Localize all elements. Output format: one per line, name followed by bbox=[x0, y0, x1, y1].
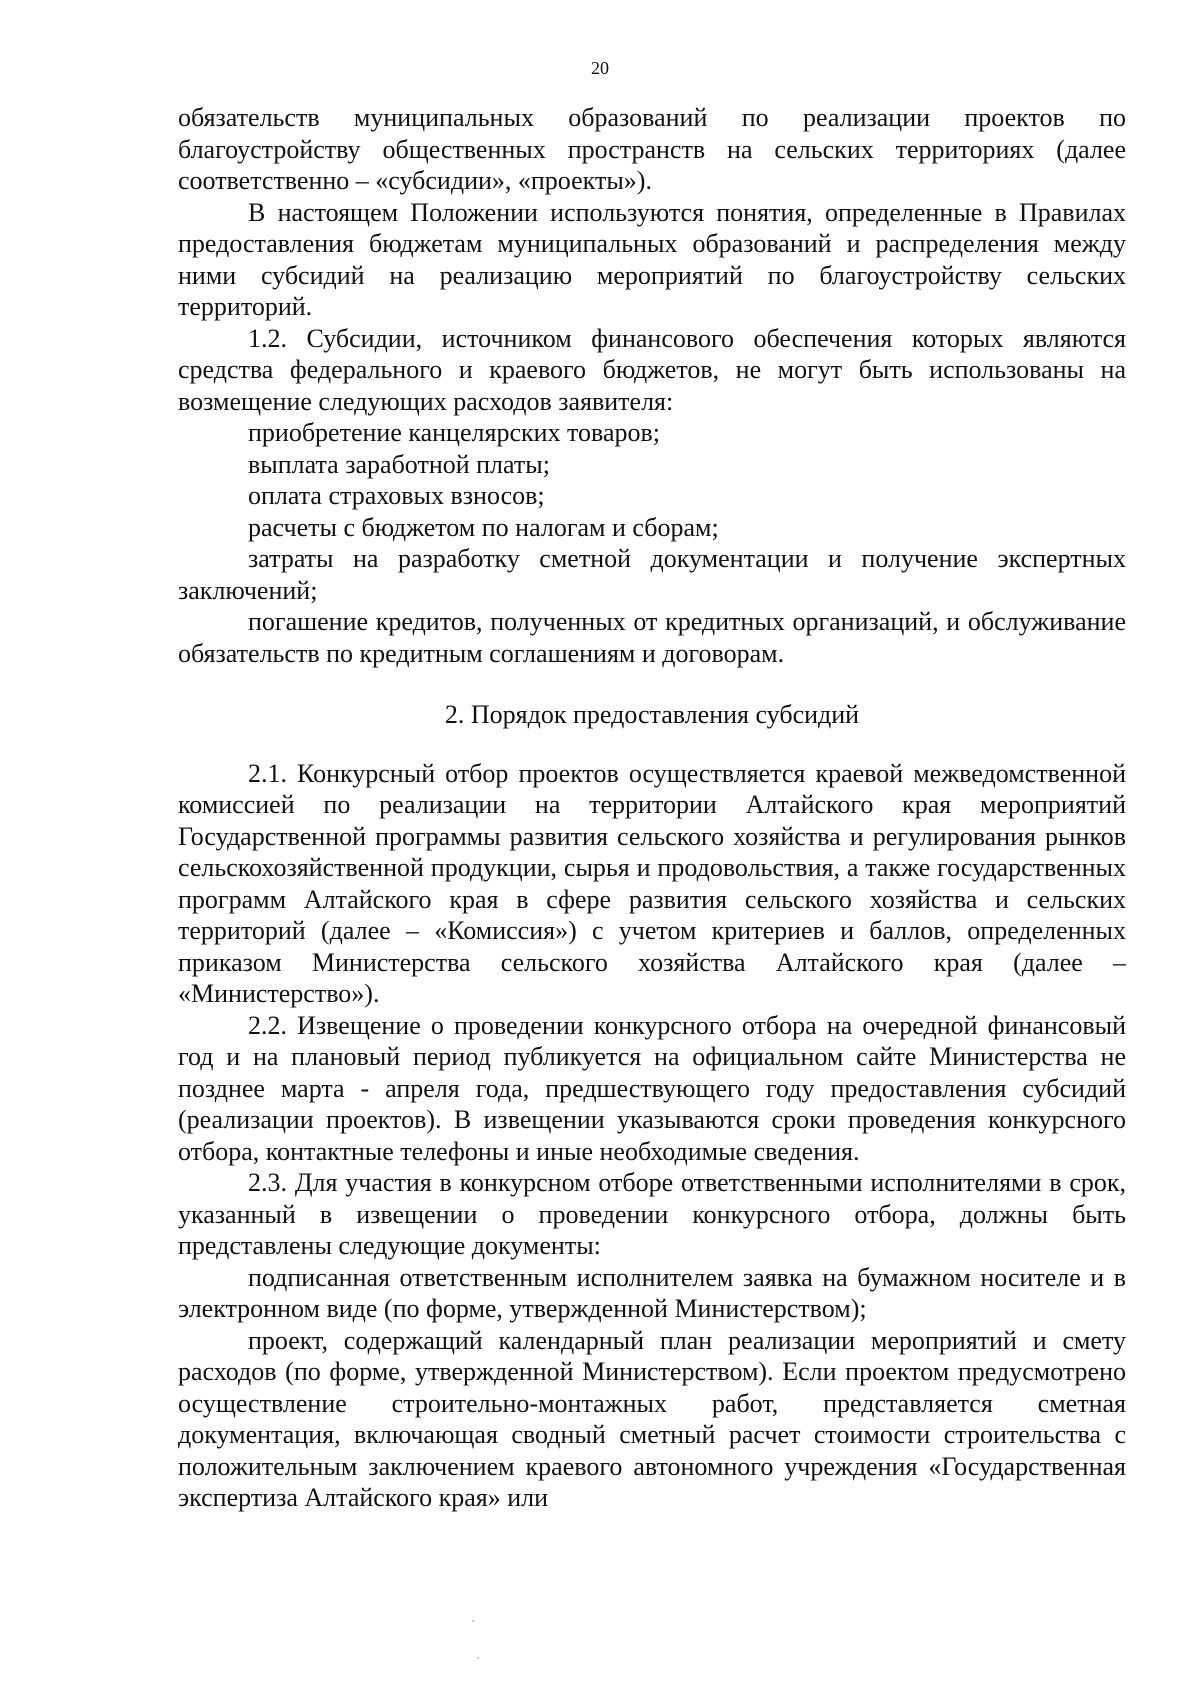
list-item-project: проект, содержащий календарный план реализации мероприятий и смету расходов (по форме, утвержденной Министерством). Если проектом предусмотрено осуществление строительно-монтажных работ, представляется сметная документация, включающая сводный сметный расчет стоимости строительства с положительным заключением краевого автономного учреждения «Государственная экспертиза Алтайского края» или bbox=[178, 1325, 1126, 1512]
paragraph-continuation: обязательств муниципальных образований по реализации проектов по благоустройству общественных пространств на сельских территориях (далее соответственно – «субсидии», «проекты»). bbox=[178, 103, 1126, 195]
scan-speck bbox=[472, 1620, 474, 1622]
list-item-loans: погашение кредитов, полученных от кредитных организаций, и обслуживание обязательств по кредитным соглашениям и договорам. bbox=[178, 607, 1126, 668]
paragraph-2-3: 2.3. Для участия в конкурсном отборе ответственными исполнителями в срок, указанный в извещении о проведении конкурсного отбора, должны быть представлены следующие документы: bbox=[178, 1168, 1126, 1260]
page-number: 20 bbox=[591, 58, 609, 78]
paragraph-2-2: 2.2. Извещение о проведении конкурсного отбора на очередной финансовый год и на плановый период публикуется на официальном сайте Министерства не позднее марта - апреля года, предшествующего году предоставления субсидий (реализации проектов). В извещении указываются сроки проведения конкурсного отбора, контактные телефоны и иные необходимые сведения. bbox=[178, 1010, 1126, 1166]
list-item-stationery: приобретение канцелярских товаров; bbox=[248, 418, 661, 447]
document-body bbox=[178, 102, 1126, 1514]
list-item-insurance: оплата страховых взносов; bbox=[248, 481, 545, 510]
list-item-estimate-costs: затраты на разработку сметной документации и получение экспертных заключений; bbox=[178, 544, 1126, 605]
list-item-application: подписанная ответственным исполнителем заявка на бумажном носителе и в электронном виде (по форме, утвержденной Министерством); bbox=[178, 1262, 1126, 1323]
paragraph-2-1: 2.1. Конкурсный отбор проектов осуществляется краевой межведомственной комиссией по реализации на территории Алтайского края мероприятий Государственной программы развития сельского хозяйства и регулирования рынков сельскохозяйственной продукции, сырья и продовольствия, а также государственных программ Алтайского края в сфере развития сельского хозяйства и сельских территорий (далее – «Комиссия») с учетом критериев и баллов, определенных приказом Министерства сельского хозяйства Алтайского края (далее – «Министерство»). bbox=[178, 758, 1126, 1008]
section-title: 2. Порядок предоставления субсидий bbox=[444, 700, 860, 729]
paragraph-definitions: В настоящем Положении используются понятия, определенные в Правилах предоставления бюджетам муниципальных образований и распределения между ними субсидий на реализацию мероприятий по благоустройству сельских территорий. bbox=[178, 197, 1126, 321]
paragraph-1-2: 1.2. Субсидии, источником финансового обеспечения которых являются средства федерального и краевого бюджетов, не могут быть использованы на возмещение следующих расходов заявителя: bbox=[178, 323, 1126, 416]
list-item-wages: выплата заработной платы; bbox=[248, 449, 550, 479]
scan-speck bbox=[477, 1657, 479, 1659]
list-item-taxes: расчеты с бюджетом по налогам и сборам; bbox=[248, 512, 719, 542]
